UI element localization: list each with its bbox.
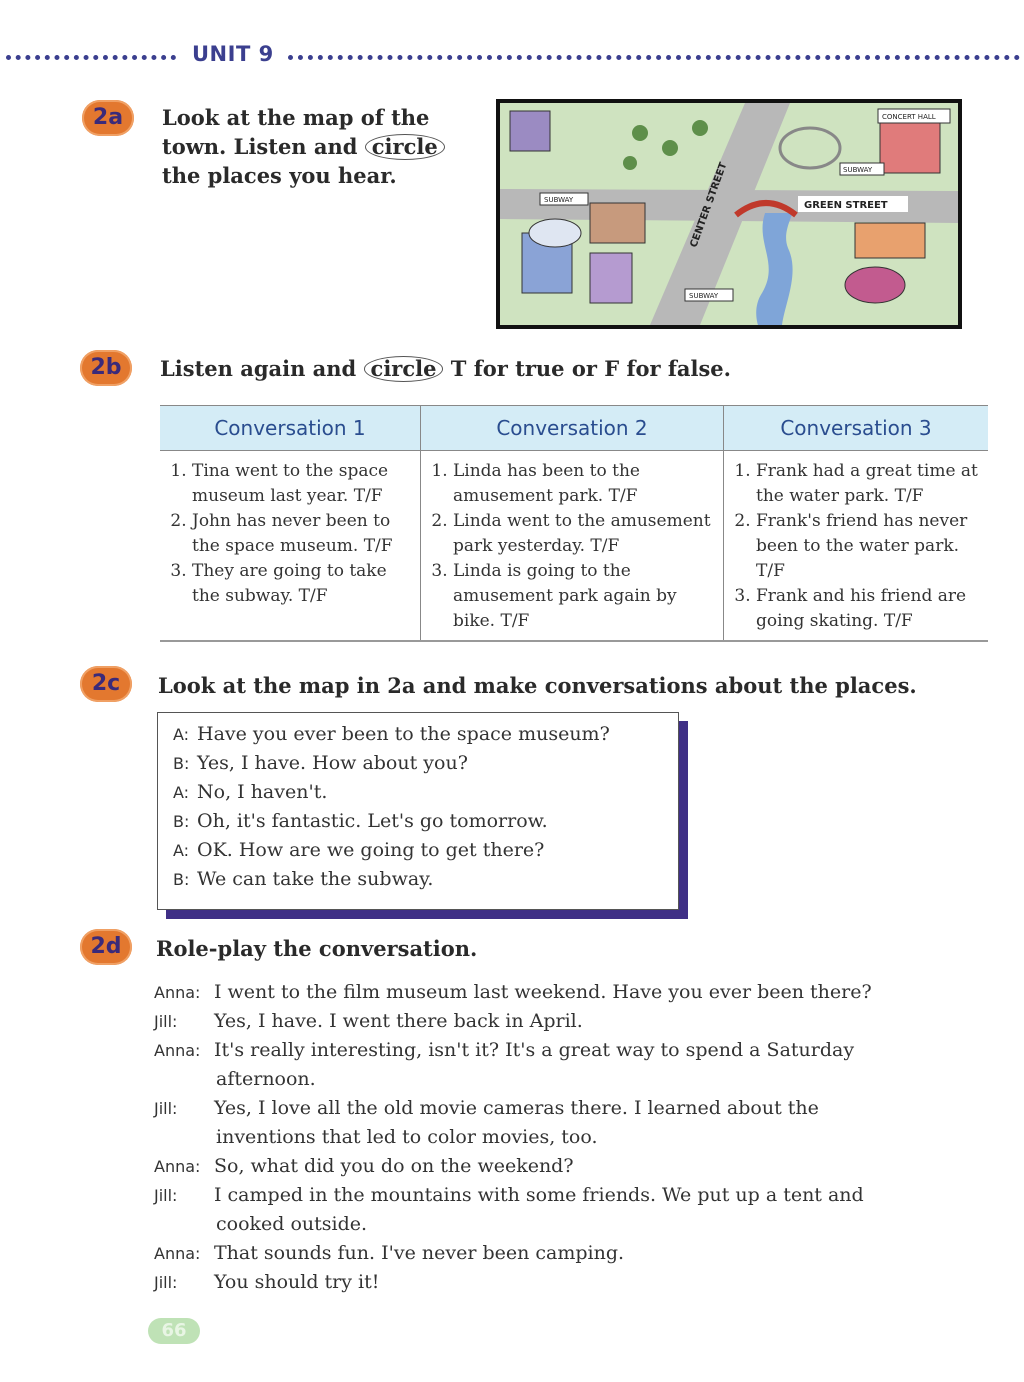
building: [845, 267, 905, 303]
line-text: Yes, I have. I went there back in April.: [214, 1010, 583, 1032]
instruction-2c: Look at the map in 2a and make conversations about the places.: [158, 673, 917, 698]
speaker-label: B:: [173, 870, 190, 889]
tree: [623, 156, 637, 170]
roleplay-line: [154, 1036, 854, 1065]
header-conversation-1: Conversation 1: [160, 406, 421, 451]
building: [510, 111, 550, 151]
roleplay-line: [154, 1007, 583, 1036]
list-item: 1. Tina went to the space museum last year. T/F: [192, 459, 416, 509]
speaker-label: A:: [173, 783, 190, 802]
circle-word: circle: [365, 134, 445, 160]
speaker-label: Anna:: [154, 1041, 201, 1060]
instruction-2a: [162, 103, 445, 190]
badge-2a: 2a: [82, 100, 134, 136]
list-item: 1. Linda has been to the amusement park. T/F: [453, 459, 719, 509]
unit-title: UNIT 9: [192, 42, 274, 66]
conversation-line: [173, 752, 468, 774]
speaker-label: Jill:: [154, 1012, 178, 1031]
instruction-2a-line2: [162, 132, 445, 161]
instruction-2b: [160, 354, 731, 383]
speaker-label: B:: [173, 812, 190, 831]
subway-label-3: SUBWAY: [843, 166, 873, 174]
tree: [692, 120, 708, 136]
speaker-label: Anna:: [154, 983, 201, 1002]
roleplay-line: [154, 1094, 819, 1123]
roleplay-line-continuation: cooked outside.: [216, 1213, 368, 1235]
header-dots-right: [288, 55, 1020, 60]
header-dots-left: [6, 55, 176, 60]
building: [590, 203, 645, 243]
line-text: Have you ever been to the space museum?: [197, 723, 610, 745]
circle-word: circle: [364, 356, 444, 382]
roleplay-line: [154, 1152, 574, 1181]
list-item: 2. Frank's friend has never been to the water park. T/F: [756, 509, 984, 584]
line-text: No, I haven't.: [197, 781, 328, 803]
roleplay-line: [154, 1181, 864, 1210]
tree: [662, 140, 678, 156]
list-item: 3. Linda is going to the amusement park again by bike. T/F: [453, 559, 719, 634]
roleplay-line: [154, 978, 872, 1007]
header-conversation-3: Conversation 3: [724, 406, 989, 451]
conversation-line: [173, 810, 548, 832]
instruction-2b-pre: Listen again and: [160, 356, 357, 381]
roleplay-line-continuation: inventions that led to color movies, too.: [216, 1126, 598, 1148]
badge-2d: 2d: [80, 929, 132, 965]
center-street-label: CENTER STREET: [688, 161, 730, 250]
line-text: I went to the film museum last weekend. Have you ever been there?: [214, 981, 872, 1003]
list-item: 2. John has never been to the space museum. T/F: [192, 509, 416, 559]
dome: [529, 219, 581, 247]
conversation-line: [173, 723, 610, 745]
line-text: OK. How are we going to get there?: [197, 839, 545, 861]
sample-conversation-box: [157, 712, 679, 910]
instruction-2a-line1: Look at the map of the: [162, 105, 430, 130]
speaker-label: A:: [173, 841, 190, 860]
instruction-2d: Role-play the conversation.: [156, 936, 478, 961]
concert-hall-label: CONCERT HALL: [882, 113, 936, 121]
subway-label-1: SUBWAY: [544, 196, 574, 204]
speaker-label: Jill:: [154, 1186, 178, 1205]
line-text: Yes, I have. How about you?: [197, 752, 468, 774]
tree: [632, 125, 648, 141]
conversation-line: [173, 781, 327, 803]
line-text: That sounds fun. I've never been camping.: [214, 1242, 625, 1264]
list-item: 1. Frank had a great time at the water park. T/F: [756, 459, 984, 509]
building: [590, 253, 632, 303]
town-map: [496, 99, 962, 329]
instruction-2b-post: T for true or F for false.: [443, 356, 731, 381]
speaker-label: Anna:: [154, 1157, 201, 1176]
building: [855, 223, 925, 258]
list-item: 2. Linda went to the amusement park yesterday. T/F: [453, 509, 719, 559]
line-text: Oh, it's fantastic. Let's go tomorrow.: [197, 810, 548, 832]
header-conversation-2: Conversation 2: [421, 406, 724, 451]
conversation-line: [173, 839, 544, 861]
instruction-2a-line2-text: town. Listen and: [162, 134, 358, 159]
green-street-label: GREEN STREET: [804, 200, 888, 211]
list-item: 3. Frank and his friend are going skating. T/F: [756, 584, 984, 634]
line-text: It's really interesting, isn't it? It's a great way to spend a Saturday: [214, 1039, 855, 1061]
concert-hall-building: [880, 123, 940, 173]
badge-2b: 2b: [80, 350, 132, 386]
roleplay-line: [154, 1239, 624, 1268]
instruction-2a-line3: the places you hear.: [162, 163, 397, 188]
true-false-table: [160, 405, 988, 642]
line-text: You should try it!: [214, 1271, 380, 1293]
conversation-line: [173, 868, 433, 890]
list-item: 3. They are going to take the subway. T/F: [192, 559, 416, 609]
line-text: I camped in the mountains with some friends. We put up a tent and: [214, 1184, 864, 1206]
line-text: We can take the subway.: [197, 868, 434, 890]
line-text: So, what did you do on the weekend?: [214, 1155, 574, 1177]
column-conversation-2: [421, 451, 724, 642]
speaker-label: Jill:: [154, 1273, 178, 1292]
page-number: 66: [148, 1318, 200, 1344]
roleplay-line: [154, 1268, 379, 1297]
subway-label-2: SUBWAY: [689, 292, 719, 300]
line-text: Yes, I love all the old movie cameras there. I learned about the: [214, 1097, 819, 1119]
speaker-label: B:: [173, 754, 190, 773]
column-conversation-3: [724, 451, 989, 642]
roleplay-line-continuation: afternoon.: [216, 1068, 316, 1090]
badge-2c: 2c: [80, 666, 132, 702]
column-conversation-1: [160, 451, 421, 642]
speaker-label: Anna:: [154, 1244, 201, 1263]
speaker-label: A:: [173, 725, 190, 744]
speaker-label: Jill:: [154, 1099, 178, 1118]
